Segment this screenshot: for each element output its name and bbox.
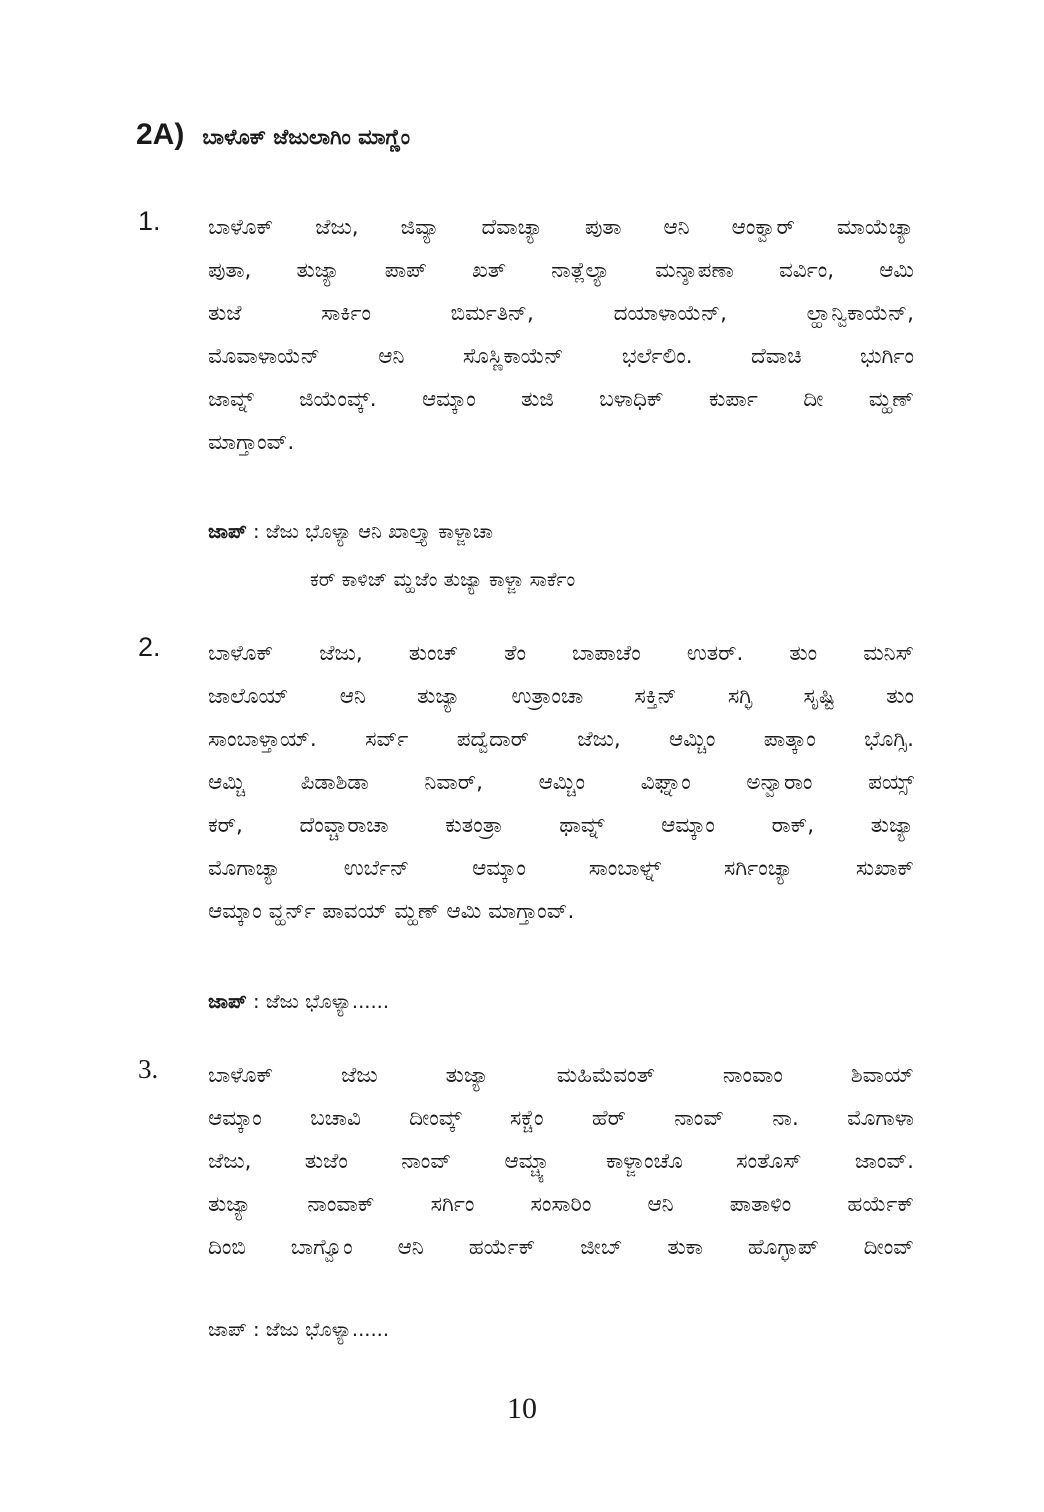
section-number: 2A) bbox=[136, 118, 185, 151]
paragraph-line: ಆಮ್ಕಾಂ ವ್ಹರ್ನ್ ಪಾವಯ್ ಮ್ಹಣ್ ಆಮಿ ಮಾಗ್ತಾಂವ್. bbox=[208, 899, 575, 924]
response-colon: : bbox=[253, 990, 266, 1013]
paragraph-line: ಜಾವ್ನ್ ಜಿಯೆಂವ್ಕ್. ಆಮ್ಕಾಂ ತುಜಿ ಬಳಾಧಿಕ್ ಕುರ್ಪಾ ದೀ ಮ್ಹಣ್ bbox=[208, 387, 914, 412]
response-label: ಜಾಪ್ bbox=[208, 990, 247, 1013]
paragraph-line: ಪುತಾ, ತುಜ್ಯಾ ಪಾಪ್ ಖತ್ ನಾತ್ಲೆಲ್ಯಾ ಮನ್ಶಾಪಣಾ ವರ್ವಿಂ, ಆಮಿ bbox=[208, 258, 914, 283]
section-heading bbox=[136, 118, 410, 152]
paragraph-line: ಮಾಗ್ತಾಂವ್. bbox=[208, 430, 295, 455]
response-text: ಜೆಜು ಭೊಳ್ಯಾ...... bbox=[265, 990, 390, 1013]
response-colon: : bbox=[253, 1318, 266, 1341]
paragraph-line: ಮೊವಾಳಾಯೆನ್ ಆನಿ ಸೊಸ್ಣಿಕಾಯೆನ್ ಭರ್ಲೆಲಿಂ. ದೆವಾಚಿ ಭುರ್ಗಿಂ bbox=[208, 344, 914, 369]
response-1-line-2: ಕರ್ ಕಾಳಿಜ್ ಮ್ಹಜೆಂ ತುಜ್ಯಾ ಕಾಳ್ಜಾ ಸಾರ್ಕೆಂ bbox=[310, 568, 576, 591]
item-paragraph bbox=[208, 206, 914, 464]
item-number: 2. bbox=[138, 632, 161, 662]
item-number: 1. bbox=[138, 206, 161, 236]
paragraph-line: ಜೆಜು, ತುಜೆಂ ನಾಂವ್ ಆಮ್ಚ್ಯಾ ಕಾಳ್ಜಾಂಚೊ ಸಂತೊಸ್ ಜಾಂವ್. bbox=[208, 1149, 914, 1174]
paragraph-line: ಆಮ್ಚಿ ಪಿಡಾಶಿಡಾ ನಿವಾರ್, ಆಮ್ಚಿಂ ವಿಘ್ನಾಂ ಅನ್ವಾರಾಂ ಪಯ್ಸ್ bbox=[208, 770, 914, 795]
item-paragraph bbox=[208, 1054, 914, 1269]
response-colon: : bbox=[253, 520, 266, 543]
paragraph-line: ಬಾಳೊಕ್ ಜೆಜು, ಜಿವ್ಯಾ ದೆವಾಚ್ಯಾ ಪುತಾ ಆನಿ ಆಂಕ್ವಾರ್ ಮಾಯೆಚ್ಯಾ bbox=[208, 215, 914, 240]
paragraph-line: ತುಜೆ ಸಾರ್ಕಿಂ ಬಿರ್ಮತಿನ್, ದಯಾಳಾಯೆನ್, ಲ್ಹಾನ್ವಿಕಾಯೆನ್, bbox=[208, 301, 914, 326]
paragraph-line: ಜಾಲೊಯ್ ಆನಿ ತುಜ್ಯಾ ಉತ್ರಾಂಚಾ ಸಕ್ತಿನ್ ಸಗ್ಳಿ ಸೃಷ್ಟಿ ತುಂ bbox=[208, 684, 914, 709]
item-paragraph bbox=[208, 632, 914, 933]
response-2 bbox=[208, 990, 389, 1013]
paragraph-line: ಬಾಳೊಕ್ ಜೆಜು, ತುಂಚ್ ತೆಂ ಬಾಪಾಚೆಂ ಉತರ್. ತುಂ ಮನಿಸ್ bbox=[208, 641, 914, 666]
page-number: 10 bbox=[507, 1392, 537, 1425]
paragraph-line: ಆಮ್ಕಾಂ ಬಚಾವಿ ದೀಂವ್ಕ್ ಸಕ್ಚೆಂ ಹೆರ್ ನಾಂವ್ ನಾ. ಮೊಗಾಳಾ bbox=[208, 1106, 914, 1131]
section-title: ಬಾಳೊಕ್ ಜೆಜುಲಾಗಿಂ ಮಾಗ್ಣೆಂ bbox=[202, 125, 411, 149]
response-3 bbox=[208, 1318, 389, 1341]
paragraph-line: ಬಾಳೊಕ್ ಜೆಜು ತುಜ್ಯಾ ಮಹಿಮೆವಂತ್ ನಾಂವಾಂ ಶಿವಾಯ್ bbox=[208, 1063, 914, 1088]
paragraph-line: ಕರ್, ದೆಂವ್ಚಾರಾಚಾ ಕುತಂತ್ರಾ ಥಾವ್ನ್ ಆಮ್ಕಾಂ ರಾಕ್, ತುಜ್ಯಾ bbox=[208, 813, 914, 838]
paragraph-line: ಮೊಗಾಚ್ಯಾ ಉರ್ಬೆನ್ ಆಮ್ಕಾಂ ಸಾಂಬಾಳ್ನ್ ಸರ್ಗಿಂಚ್ಯಾ ಸುಖಾಕ್ bbox=[208, 856, 914, 881]
item-number: 3. bbox=[138, 1054, 159, 1084]
paragraph-line: ದಿಂಬಿ ಬಾಗ್ವೊಂ ಆನಿ ಹರ್ಯೆಕ್ ಜೀಬ್ ತುಕಾ ಹೊಗ್ಳಾಪ್ ದೀಂವ್ bbox=[208, 1235, 914, 1260]
response-label: ಜಾಪ್ bbox=[208, 520, 247, 543]
response-label: ಜಾಪ್ bbox=[208, 1318, 247, 1341]
response-text: ಜೆಜು ಭೊಳ್ಯಾ ಆನಿ ಖಾಲ್ತ್ಯಾ ಕಾಳ್ಜಾಚಾ bbox=[265, 520, 494, 543]
response-text: ಜೆಜು ಭೊಳ್ಯಾ...... bbox=[265, 1318, 390, 1341]
paragraph-line: ತುಜ್ಯಾ ನಾಂವಾಕ್ ಸರ್ಗಿಂ ಸಂಸಾರಿಂ ಆನಿ ಪಾತಾಳಿಂ ಹರ್ಯೆಕ್ bbox=[208, 1192, 914, 1217]
response-1 bbox=[208, 520, 493, 543]
paragraph-line: ಸಾಂಬಾಳ್ತಾಯ್. ಸರ್ವ್ ಪದ್ವೆದಾರ್ ಜೆಜು, ಆಮ್ಚಿಂ ಪಾತ್ಕಾಂ ಭೊಗ್ಸಿ. bbox=[208, 727, 914, 752]
